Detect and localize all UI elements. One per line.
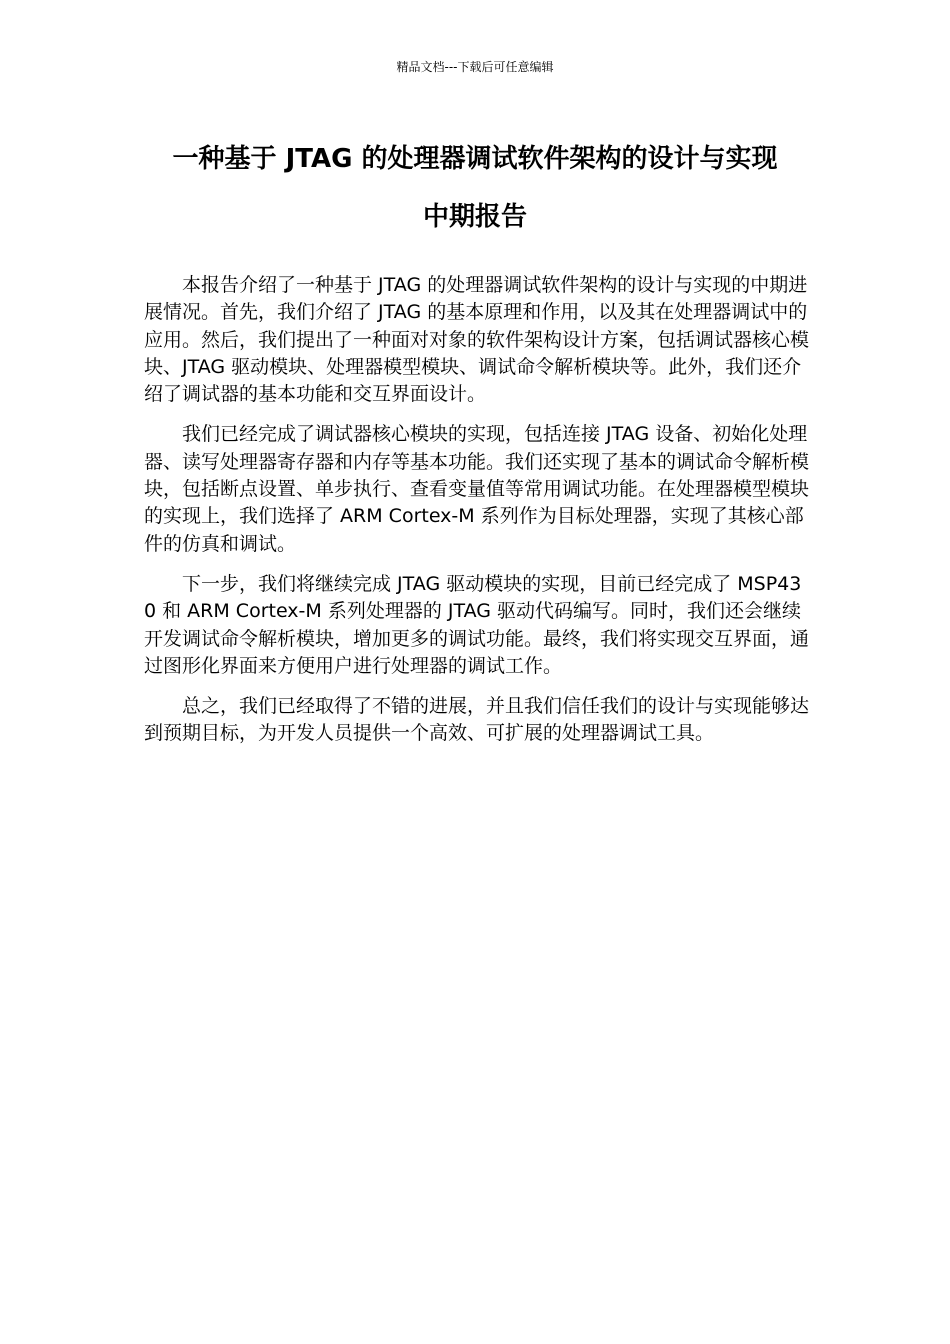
document-subtitle: 中期报告 — [422, 202, 527, 232]
document-body — [144, 272, 810, 761]
body-paragraph-4: 总之，我们已经取得了不错的进展，并且我们信任我们的设计与实现能够达到预期目标，为开发人员提供一个高效、可扩展的处理器调试工具。 — [144, 695, 810, 745]
document-title: 一种基于 JTAG 的处理器调试软件架构的设计与实现 — [172, 144, 778, 174]
body-paragraph-1: 本报告介绍了一种基于 JTAG 的处理器调试软件架构的设计与实现的中期进展情况。首先，我们介绍了 JTAG 的基本原理和作用，以及其在处理器调试中的应用。然后，我们提出了一种面对对象的软件架构设计方案，包括调试器核心模块、JTAG 驱动模块、处理器模型模块、调试命令解析模块等。此外，我们还介绍了调试器的基本功能和交互界面设计。 — [144, 274, 810, 406]
body-paragraph-2: 我们已经完成了调试器核心模块的实现，包括连接 JTAG 设备、初始化处理器、读写处理器寄存器和内存等基本功能。我们还实现了基本的调试命令解析模块，包括断点设置、单步执行、查看变量值等常用调试功能。在处理器模型模块的实现上，我们选择了 ARM Cortex-M 系列作为目标处理器，实现了其核心部件的仿真和调试。 — [144, 423, 810, 555]
body-paragraph-3: 下一步，我们将继续完成 JTAG 驱动模块的实现，目前已经完成了 MSP430 和 ARM Cortex-M 系列处理器的 JTAG 驱动代码编写。同时，我们还会继续开发调试命令解析模块，增加更多的调试功能。最终，我们将实现交互界面，通过图形化界面来方便用户进行处理器的调试工作。 — [144, 572, 810, 677]
page-header: 精品文档---下载后可任意编辑 — [396, 60, 554, 74]
